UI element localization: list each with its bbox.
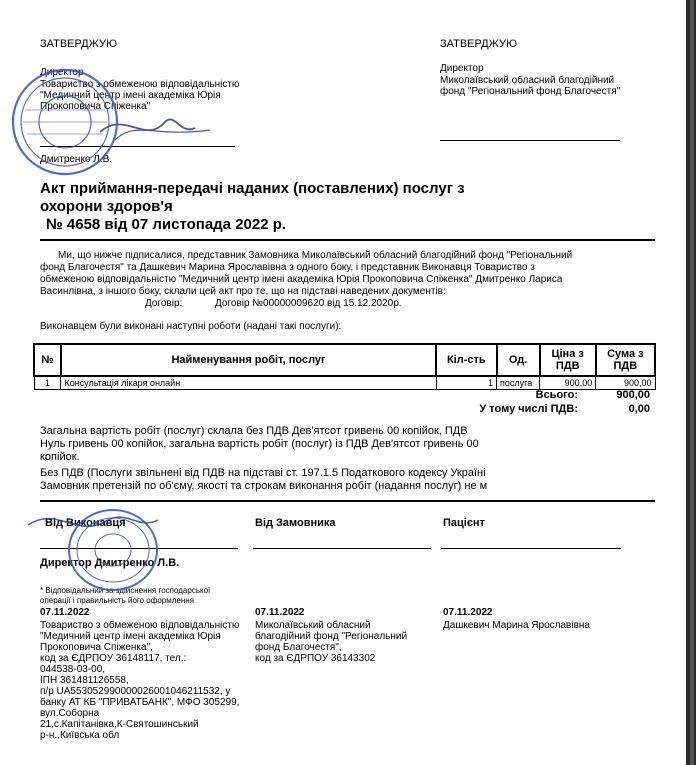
- approve-right-heading: ЗАТВЕРДЖУЮ: [440, 38, 518, 50]
- summary-line-3: копійок.: [40, 451, 80, 463]
- col-header-number: №: [34, 344, 61, 376]
- stamp-seal-icon: [5, 50, 215, 180]
- patient-sign-line: [441, 548, 621, 549]
- cell-price: 900,00: [540, 376, 596, 390]
- col-header-unit: Од.: [497, 344, 540, 376]
- contract-value: Договір №00000009620 від 15.12.2020р.: [215, 298, 402, 309]
- summary-divider: [40, 500, 655, 502]
- executor-details-7: п/р UA553052990000026001046211532, у: [40, 686, 231, 697]
- executor-date: 07.11.2022: [40, 607, 90, 618]
- contract-label: Договір:: [145, 298, 183, 309]
- approve-right-sign-line: [440, 140, 620, 141]
- vat-value: 0,00: [628, 403, 650, 415]
- col-header-sum: Сума з ПДВ: [596, 344, 655, 376]
- patient-heading: Пацієнт: [443, 517, 485, 529]
- doc-title-line-2: охорони здоров'я: [40, 198, 173, 215]
- approve-right-role: Директор: [440, 63, 484, 74]
- customer-details-1: Миколаївський обласний: [255, 620, 371, 631]
- executor-details-4: код за ЄДРПОУ 36148117, тел.:: [40, 653, 187, 664]
- approve-left-heading: ЗАТВЕРДЖУЮ: [40, 38, 118, 50]
- total-label: Всього:: [535, 389, 578, 401]
- intro-line-1: Ми, що нижче підписалися, представник Замовника Миколаївський обласний благодійний фонд "Регіональний: [58, 250, 573, 261]
- table-header-row: [34, 344, 655, 376]
- executor-details-5: 044538-03-00,: [40, 664, 106, 675]
- customer-details-4: код за ЄДРПОУ 36143302: [255, 653, 376, 664]
- total-value: 900,00: [616, 389, 650, 401]
- executor-details-8: банку АТ КБ "ПРИВАТБАНК", МФО 305299,: [40, 697, 240, 708]
- scrollbar-thumb[interactable]: [690, 0, 694, 765]
- cell-unit: послуга: [497, 376, 540, 390]
- cell-name: Консультація лікаря онлайн: [61, 376, 436, 390]
- executor-stamp-icon: [18, 505, 178, 595]
- col-header-qty: Кіл-сть: [436, 344, 496, 376]
- patient-date: 07.11.2022: [443, 607, 493, 618]
- summary-line-5: Замовник претензій по об'єму, якості та строкам виконання робіт (надання послуг) не м: [40, 480, 488, 492]
- executor-details-10: 21,с.Капітанівка,К-Святошинський: [40, 719, 199, 730]
- table-row: [34, 376, 655, 390]
- executor-details-11: р-н.,Київська обл: [40, 730, 120, 741]
- items-table: [33, 343, 656, 390]
- executor-heading: Від Виконавця: [45, 517, 126, 529]
- executor-details-1: Товариство з обмеженою відповідальністю: [40, 620, 240, 631]
- executor-signer: Директор Дмитренко Л.В.: [40, 557, 180, 569]
- summary-line-2: Нуль гривень 00 копійок, загальна вартість робіт (послуг) із ПДВ Дев'ятсот гривень 00: [40, 438, 479, 450]
- approve-right-org-1: Миколаївський обласний благодійний: [440, 75, 615, 86]
- executor-details-6: ІПН 361481126558,: [40, 675, 129, 686]
- executor-note-2: операції і правильність його оформлення: [40, 596, 195, 605]
- customer-heading: Від Замовника: [255, 517, 336, 529]
- cell-number: 1: [34, 376, 61, 390]
- executor-note-1: * Відповідальний за здійснення господарської: [40, 586, 211, 595]
- col-header-name: Найменування робіт, послуг: [61, 344, 436, 376]
- approve-left-role: Директор: [40, 67, 84, 78]
- approve-right-org-2: фонд "Регіональний фонд Благочестя": [440, 86, 621, 97]
- col-header-price: Ціна з ПДВ: [540, 344, 596, 376]
- summary-line-4: Без ПДВ (Послуги звільнені від ПДВ на підставі ст. 197.1.5 Податкового кодексу Україні: [40, 467, 486, 479]
- approve-left-org-2: "Медичний центр імені академіка Юрія: [40, 90, 221, 101]
- cell-sum: 900,00: [596, 376, 655, 390]
- approve-left-signer: Дмитренко Л.В.: [40, 154, 113, 165]
- customer-sign-line: [253, 548, 431, 549]
- title-divider: [40, 239, 655, 241]
- executor-details-3: Прокоповича Спіженка",: [40, 642, 153, 653]
- doc-title-line-1: Акт приймання-передачі наданих (поставлених) послуг з: [40, 180, 465, 197]
- approve-left-org-1: Товариство з обмеженою відповідальністю: [40, 79, 240, 90]
- cell-qty: 1: [436, 376, 496, 390]
- intro-line-2: фонд Благочестя" та Дашкевич Марина Ярославівна з одного боку, і представник Виконавця Товариство з: [40, 262, 535, 273]
- approve-left-org-3: Прокоповича Спіженка": [40, 101, 151, 112]
- customer-details-3: фонд Благочестя",: [255, 642, 342, 653]
- executor-details-9: вул.Соборна: [40, 708, 100, 719]
- works-intro: Виконавцем були виконані наступні роботи (надані такі послуги):: [40, 321, 342, 332]
- executor-details-2: "Медичний центр імені академіка Юрія: [40, 631, 221, 642]
- intro-line-4: Васинлівна, з іншого боку, склали цей акт про те, що на підставі наведених документів:: [40, 286, 446, 297]
- customer-details-2: благодійний фонд "Регіональний: [255, 631, 408, 642]
- summary-line-1: Загальна вартість робіт (послуг) склала без ПДВ Дев'ятсот гривень 00 копійок, ПДВ: [40, 425, 468, 437]
- doc-number: № 4658 від 07 листопада 2022 р.: [46, 216, 287, 233]
- intro-line-3: обмеженою відповідальністю "Медичний центр імені академіка Юрія Прокоповича Спіженка" Дмитренко Лариса: [40, 274, 563, 285]
- vat-label: У тому числі ПДВ:: [479, 403, 578, 415]
- vertical-scrollbar[interactable]: [686, 0, 696, 765]
- customer-date: 07.11.2022: [255, 607, 305, 618]
- patient-details-1: Дашкевич Марина Ярославівна: [443, 620, 590, 631]
